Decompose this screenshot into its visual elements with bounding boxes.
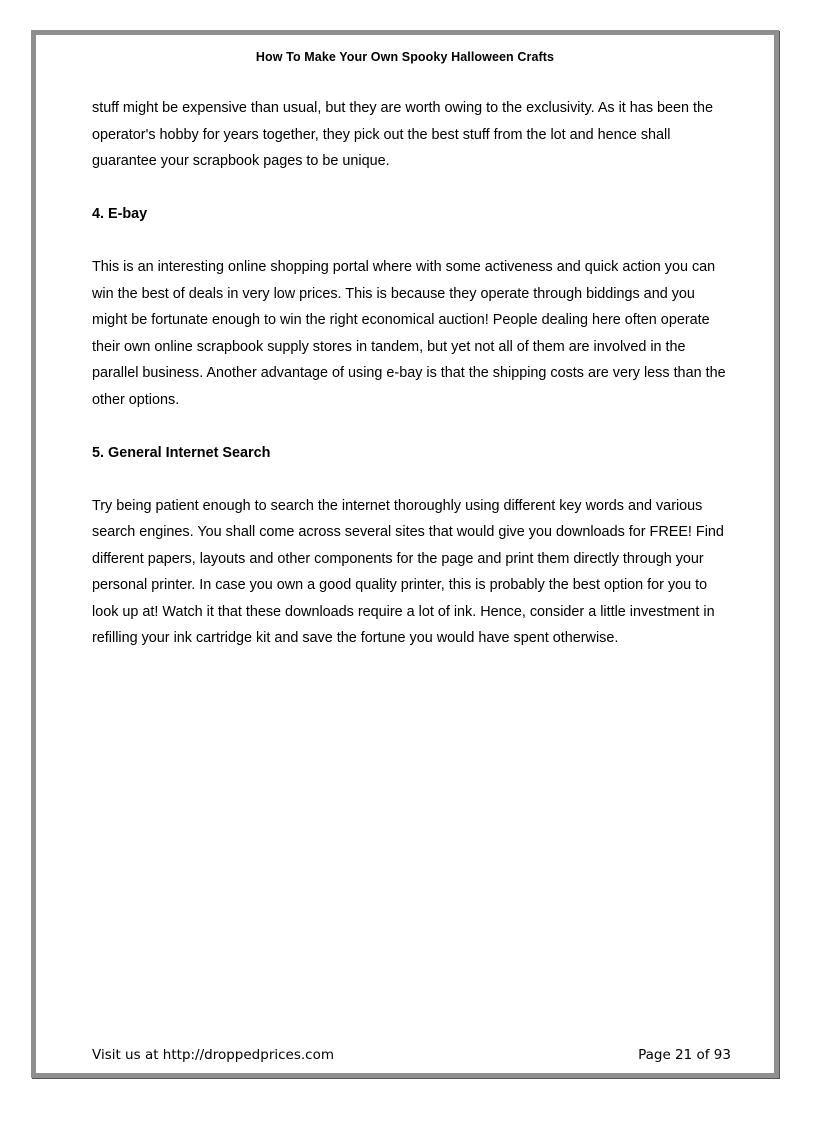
page-content: [92, 95, 732, 652]
footer-visit-link[interactable]: Visit us at http://droppedprices.com: [92, 1047, 335, 1063]
page-frame: [31, 30, 779, 1078]
heading-general-internet-search: 5. General Internet Search: [92, 444, 271, 461]
header-title: How To Make Your Own Spooky Halloween Crafts: [255, 50, 555, 64]
heading-ebay: 4. E-bay: [92, 206, 148, 222]
paragraph-ebay: This is an interesting online shopping portal where with some activeness and quick action you can win the best of deals in very low prices. This is because they operate through biddings and you might be fortunate enough to win the right economical auction! People dealing here often operate their own online scrapbook supply stores in tandem, but yet not all of them are involved in the parallel business. Another advantage of using e-bay is that the shipping costs are very less than the other options.: [92, 259, 726, 408]
page-footer: [92, 1047, 731, 1063]
paragraph-intro: stuff might be expensive than usual, but they are worth owing to the exclusivity. As it has been the operator's hobby for years together, they pick out the best stuff from the lot and hence shall guarantee your scrapbook pages to be unique.: [92, 100, 714, 169]
paragraph-internet-search: Try being patient enough to search the internet thoroughly using different key words and various search engines. You shall come across several sites that would give you downloads for FREE! Find different papers, layouts and other components for the page and print them directly through your personal printer. In case you own a good quality printer, this is probably the best option for you to look up at! Watch it that these downloads require a lot of ink. Hence, consider a little investment in refilling your ink cartridge kit and save the fortune you would have spent otherwise.: [92, 497, 724, 646]
footer-page-number: Page 21 of 93: [638, 1047, 731, 1063]
